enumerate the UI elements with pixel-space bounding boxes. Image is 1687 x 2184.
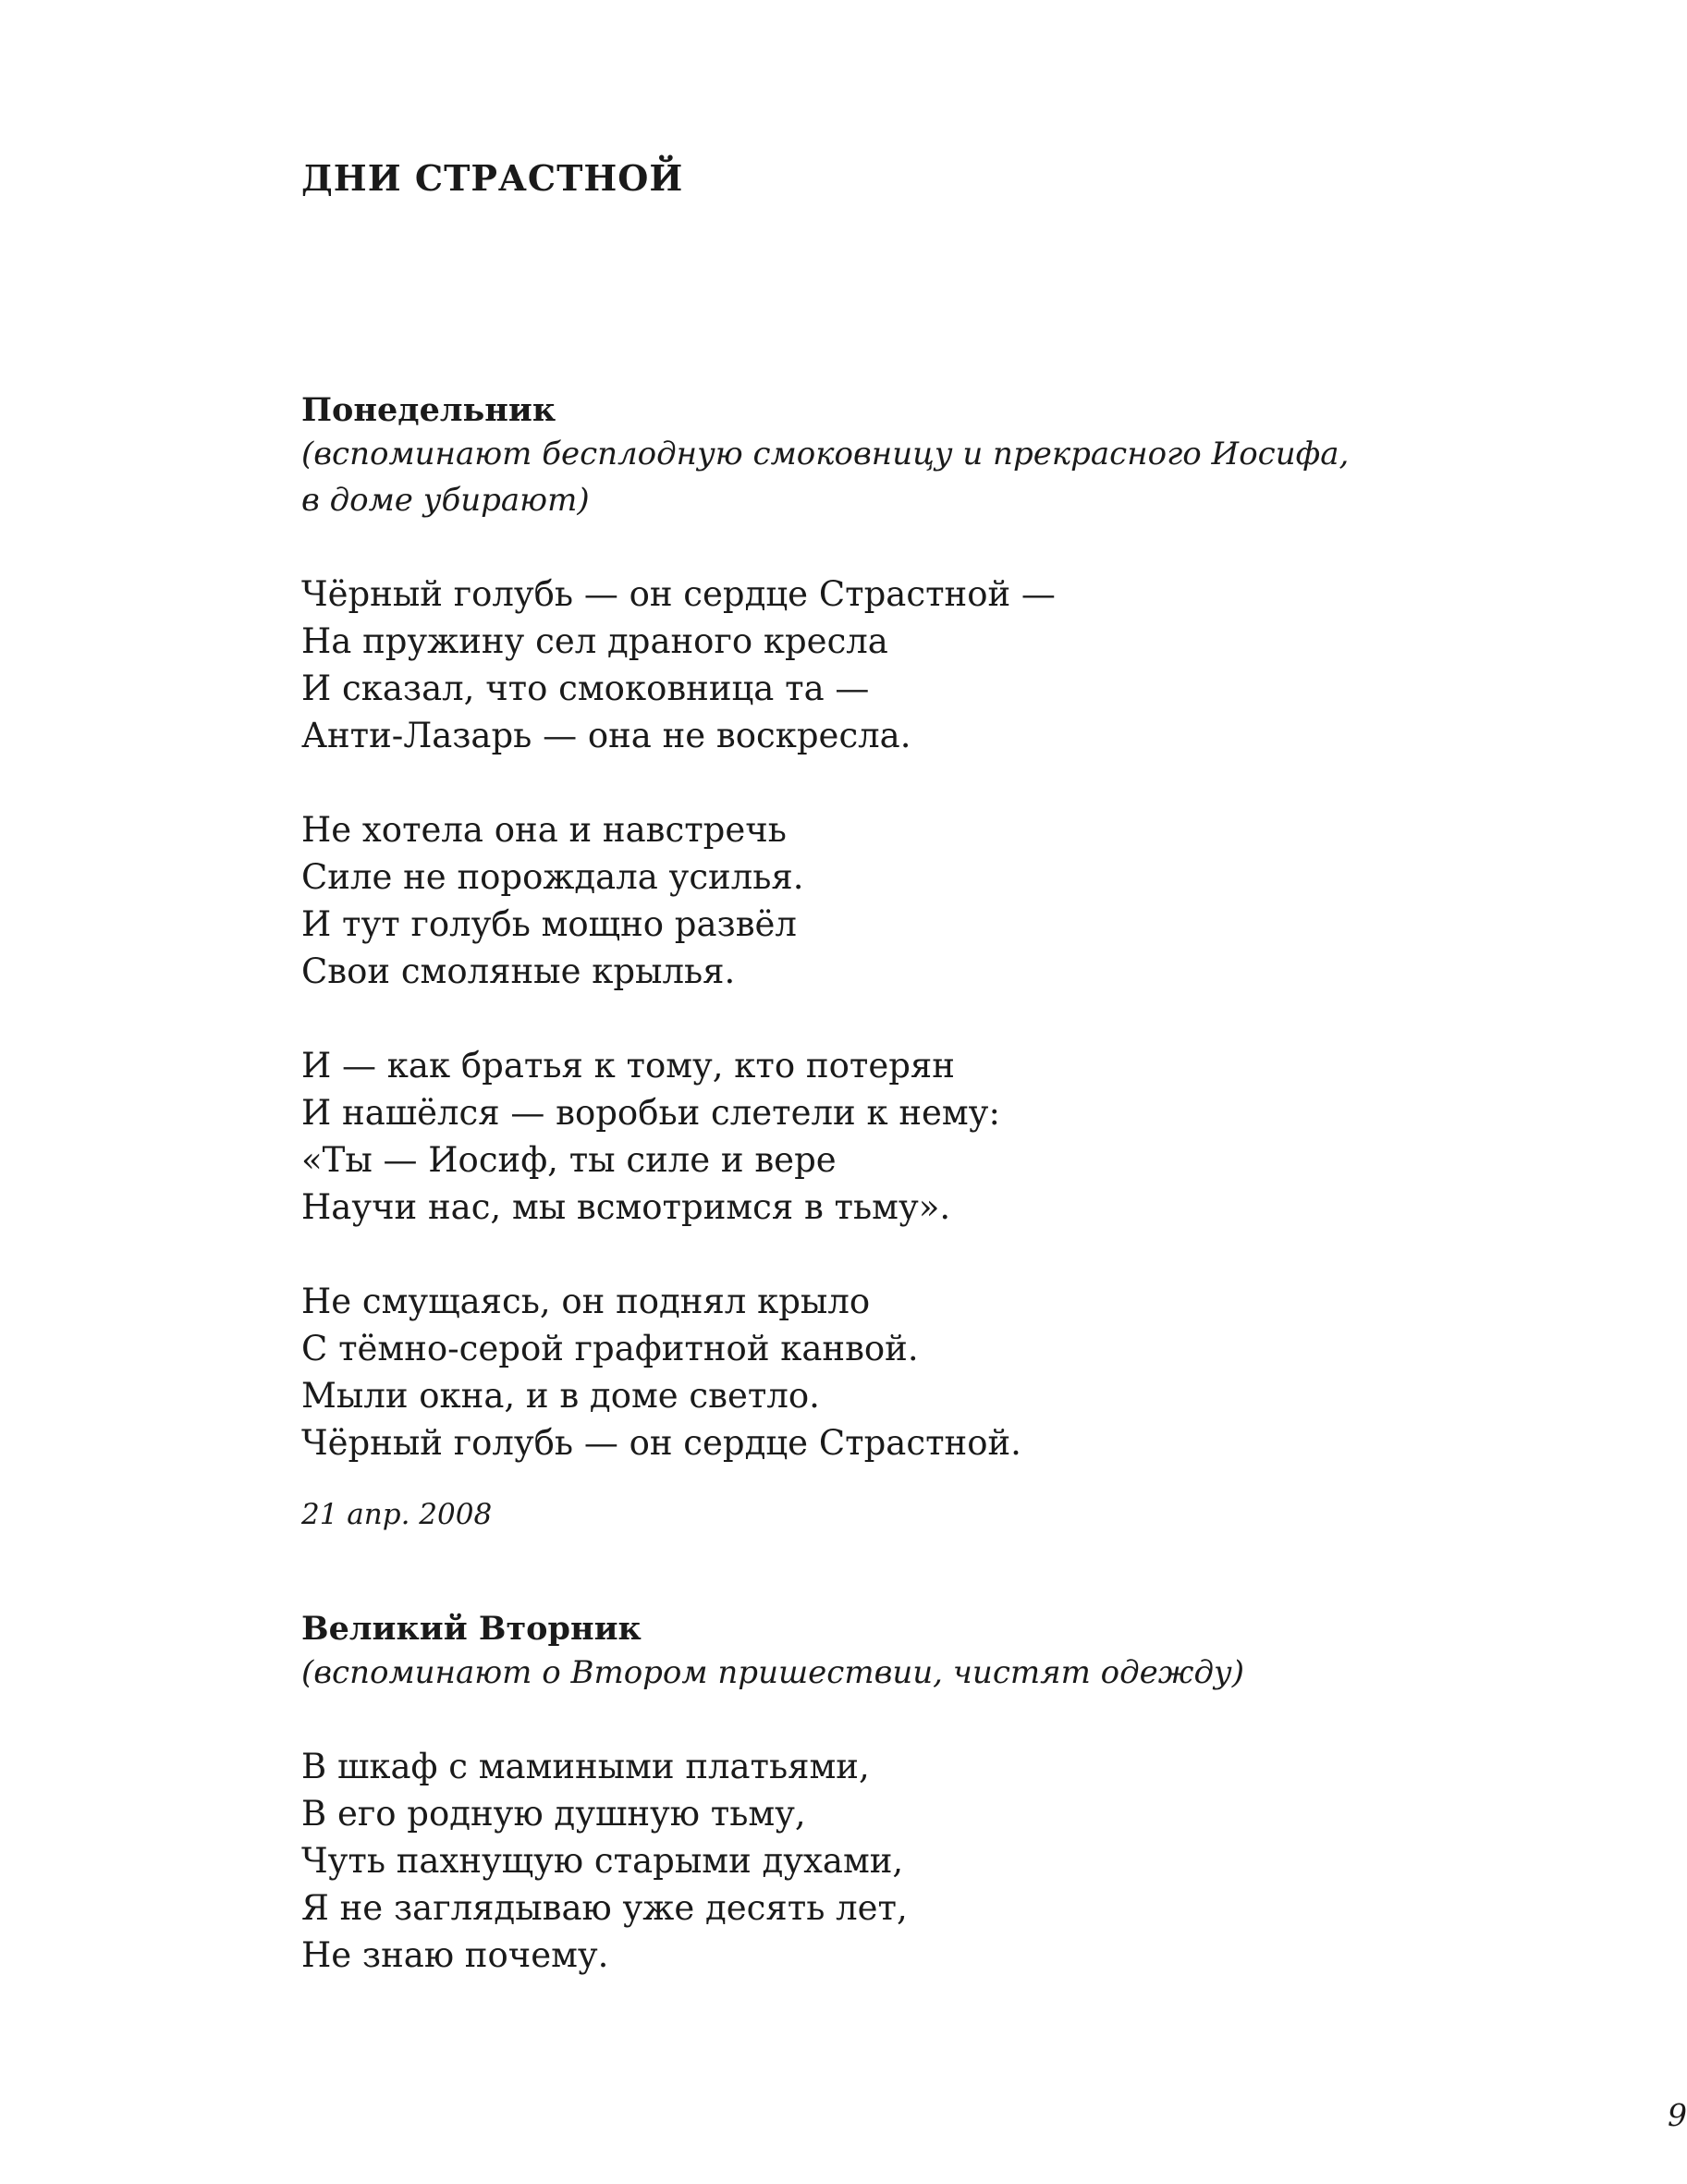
section-subtitle	[301, 1650, 1411, 1696]
subtitle-line: (вспоминают бесплодную смоковницу и прекрасного Иосифа,	[301, 436, 1350, 472]
verse-line: Не хотела она и навстречь	[301, 810, 787, 850]
stanza	[301, 1042, 1411, 1231]
verse-line: Силе не порождала усилья.	[301, 857, 804, 897]
verse-line: Научи нас, мы всмотримся в тьму».	[301, 1187, 951, 1227]
stanza	[301, 1278, 1411, 1466]
verse-line: Не знаю почему.	[301, 1935, 609, 1975]
section-title: Понедельник	[301, 391, 556, 429]
stanza	[301, 571, 1411, 759]
verse-line: С тёмно-серой графитной канвой.	[301, 1329, 919, 1368]
section-monday	[301, 390, 1411, 1535]
stanza	[301, 1743, 1411, 1979]
section-tuesday	[301, 1609, 1411, 1979]
verse-line: Я не заглядываю уже десять лет,	[301, 1888, 908, 1928]
verse-line: И — как братья к тому, кто потерян	[301, 1046, 955, 1086]
verse-line: Чуть пахнущую старыми духами,	[301, 1841, 904, 1881]
verse-line: И сказал, что смоковница та —	[301, 669, 870, 708]
verse-line: Свои смоляные крылья.	[301, 951, 736, 991]
verse-line: Чёрный голубь — он сердце Страстной.	[301, 1423, 1021, 1463]
poem-date: 21 апр. 2008	[301, 1498, 493, 1531]
verse-line: Не смущаясь, он поднял крыло	[301, 1282, 871, 1321]
section-subtitle	[301, 431, 1411, 523]
verse-line: В его родную душную тьму,	[301, 1794, 806, 1834]
page-number: 9	[1668, 2097, 1687, 2133]
page-title: ДНИ СТРАСТНОЙ	[301, 157, 684, 199]
stanza	[301, 806, 1411, 995]
verse-line: И нашёлся — воробьи слетели к нему:	[301, 1093, 1000, 1133]
subtitle-line: в доме убирают)	[301, 482, 590, 519]
verse-line: Анти-Лазарь — она не воскресла.	[301, 716, 911, 755]
verse-line: Чёрный голубь — он сердце Страстной —	[301, 574, 1056, 614]
verse-line: В шкаф с мамиными платьями,	[301, 1747, 870, 1786]
verse-line: И тут голубь мощно развёл	[301, 904, 797, 944]
verse-line: Мыли окна, и в доме светло.	[301, 1376, 820, 1416]
section-title: Великий Вторник	[301, 1610, 642, 1648]
verse-line: «Ты — Иосиф, ты силе и вере	[301, 1140, 837, 1180]
subtitle-line: (вспоминают о Втором пришествии, чистят одежду)	[301, 1654, 1244, 1691]
verse-line: На пружину сел драного кресла	[301, 621, 888, 661]
